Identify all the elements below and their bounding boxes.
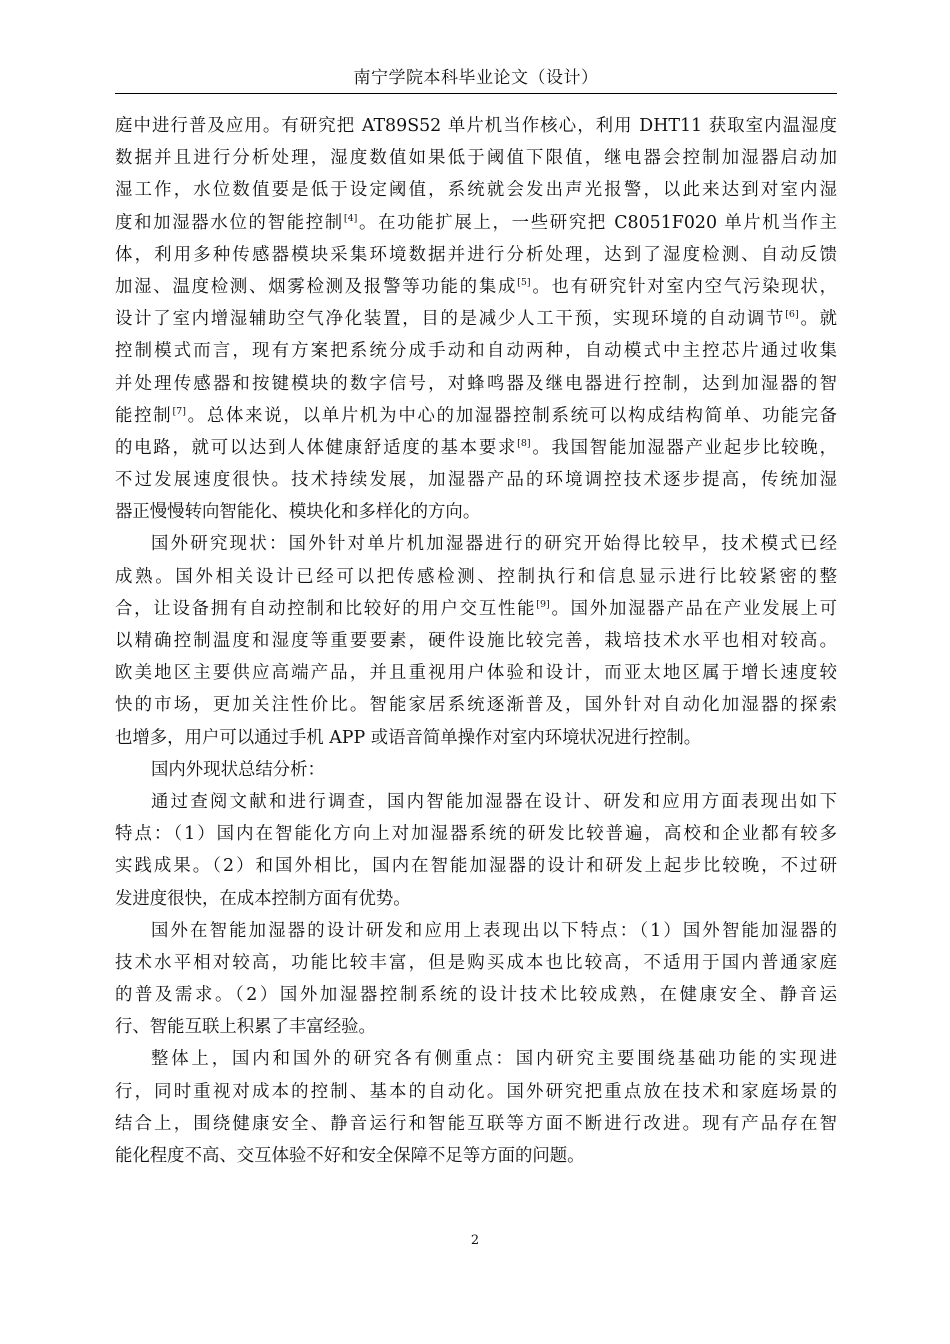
page-number: 2	[470, 1233, 480, 1248]
citation-ref: [9]	[536, 598, 550, 610]
text-run: 器正慢慢转向智能化、模块化和多样化的方向。	[115, 502, 481, 523]
text-line	[115, 657, 837, 689]
text-run: 国外研究现状：国外针对单片机加湿器进行的研究开始得比较早，技术模式已经	[151, 534, 837, 555]
text-line	[115, 528, 837, 560]
paragraph	[115, 1043, 837, 1172]
citation-ref: [8]	[517, 437, 531, 449]
text-run: 以精确控制温度和湿度等重要要素，硬件设施比较完善，栽培技术水平也相对较高。	[115, 631, 837, 651]
paragraph	[115, 786, 837, 915]
text-line	[115, 432, 837, 464]
text-run: 合，让设备拥有自动控制和比较好的用户交互性能	[115, 598, 537, 619]
paragraph	[115, 528, 837, 753]
text-line	[115, 850, 837, 882]
text-run: 。在功能扩展上，一些研究把 C8051F020 单片机当作主	[357, 212, 837, 233]
text-run: 。总体来说，以单片机为中心的加湿器控制系统可以构成结构简单、功能完备	[185, 405, 837, 426]
text-line	[115, 1011, 837, 1043]
text-run: 庭中进行普及应用。有研究把 AT89S52 单片机当作核心，利用 DHT11 获取室内温湿度	[115, 116, 837, 136]
citation-ref: [7]	[172, 405, 186, 417]
text-run: 特点：（1）国内在智能化方向上对加湿器系统的研发比较普遍，高校和企业都有较多	[115, 824, 837, 845]
text-run: 体，利用多种传感器模块采集环境数据并进行分析处理，达到了湿度检测、自动反馈	[115, 244, 837, 265]
text-line	[115, 239, 837, 271]
text-run: 设计了室内增湿辅助空气净化装置，目的是减少人工干预，实现环境的自动调节	[115, 309, 786, 330]
text-line	[115, 818, 837, 850]
paragraph	[115, 754, 837, 786]
text-line	[115, 689, 837, 721]
text-run: 的普及需求。（2）国外加湿器控制系统的设计技术比较成熟，在健康安全、静音运	[115, 985, 837, 1006]
paragraph	[115, 110, 837, 528]
text-line	[115, 915, 837, 947]
text-line	[115, 335, 837, 367]
text-line	[115, 368, 837, 400]
text-run: 通过查阅文献和进行调查，国内智能加湿器在设计、研发和应用方面表现出如下	[151, 791, 837, 812]
text-run: 不过发展速度很快。技术持续发展，加湿器产品的环境调控技术逐步提高，传统加湿	[115, 470, 837, 491]
text-line	[115, 1140, 837, 1172]
text-run: 行、智能互联上积累了丰富经验。	[115, 1017, 376, 1038]
text-line	[115, 979, 837, 1011]
text-line	[115, 786, 837, 818]
text-run: 控制模式而言，现有方案把系统分成手动和自动两种，自动模式中主控芯片通过收集	[115, 341, 837, 362]
text-run: 欧美地区主要供应高端产品，并且重视用户体验和设计，而亚太地区属于增长速度较	[115, 663, 837, 684]
text-line	[115, 271, 837, 303]
text-run: 发进度很快，在成本控制方面有优势。	[115, 888, 411, 909]
text-line	[115, 1108, 837, 1140]
header-divider	[115, 93, 837, 94]
text-run: 整体上，国内和国外的研究各有侧重点：国内研究主要围绕基础功能的实现进	[151, 1049, 837, 1070]
text-run: 成熟。国外相关设计已经可以把传感检测、控制执行和信息显示进行比较紧密的整	[115, 566, 837, 587]
page-header-title: 南宁学院本科毕业论文（设计）	[353, 68, 599, 88]
text-line	[115, 207, 837, 239]
text-run: 数据并且进行分析处理，湿度数值如果低于阈值下限值，继电器会控制加湿器启动加	[115, 148, 837, 169]
text-run: 并处理传感器和按键模块的数字信号，对蜂鸣器及继电器进行控制，达到加湿器的智	[115, 373, 837, 394]
text-line	[115, 1043, 837, 1075]
text-run: 行，同时重视对成本的控制、基本的自动化。国外研究把重点放在技术和家庭场景的	[115, 1081, 837, 1102]
text-run: 湿工作，水位数值要是低于设定阈值，系统就会发出声光报警，以此来达到对室内湿	[115, 180, 837, 201]
text-run: 。就	[798, 309, 837, 330]
text-line	[115, 464, 837, 496]
text-line	[115, 593, 837, 625]
text-run: 国外在智能加湿器的设计研发和应用上表现出以下特点：（1）国外智能加湿器的	[151, 920, 837, 941]
text-line	[115, 400, 837, 432]
text-line	[115, 496, 837, 528]
text-line	[115, 625, 837, 657]
text-line	[115, 883, 837, 915]
text-run: 。国外加湿器产品在产业发展上可	[549, 598, 837, 619]
text-run: 。也有研究针对室内空气污染现状，	[530, 276, 837, 297]
text-line	[115, 947, 837, 979]
paragraph	[115, 915, 837, 1044]
citation-ref: [4]	[343, 212, 358, 224]
citation-ref: [5]	[517, 276, 531, 288]
text-run: 加湿、温度检测、烟雾检测及报警等功能的集成	[115, 276, 518, 297]
text-run: 能控制	[115, 405, 173, 426]
text-line	[115, 142, 837, 174]
citation-ref: [6]	[785, 309, 799, 321]
text-line	[115, 174, 837, 206]
text-run: 国内外现状总结分析：	[151, 759, 325, 780]
text-run: 度和加湿器水位的智能控制	[115, 212, 344, 233]
text-run: 能化程度不高、交互体验不好和安全保障不足等方面的问题。	[115, 1146, 585, 1166]
text-line	[115, 754, 837, 786]
text-run: 快的市场，更加关注性价比。智能家居系统逐渐普及，国外针对自动化加湿器的探索	[115, 695, 837, 716]
text-line	[115, 722, 837, 754]
text-line	[115, 561, 837, 593]
text-run: 技术水平相对较高，功能比较丰富，但是购买成本也比较高，不适用于国内普通家庭	[115, 952, 837, 973]
text-line	[115, 1076, 837, 1108]
body-text	[115, 110, 837, 1172]
text-line	[115, 303, 837, 335]
text-line	[115, 110, 837, 142]
text-run: 也增多，用户可以通过手机 APP 或语音简单操作对室内环境状况进行控制。	[115, 727, 702, 748]
text-run: 结合上，围绕健康安全、静音运行和智能互联等方面不断进行改进。现有产品存在智	[115, 1113, 837, 1134]
text-run: 。我国智能加湿器产业起步比较晚，	[530, 437, 837, 458]
text-run: 的电路，就可以达到人体健康舒适度的基本要求	[115, 437, 518, 458]
text-run: 实践成果。（2）和国外相比，国内在智能加湿器的设计和研发上起步比较晚，不过研	[115, 856, 837, 877]
